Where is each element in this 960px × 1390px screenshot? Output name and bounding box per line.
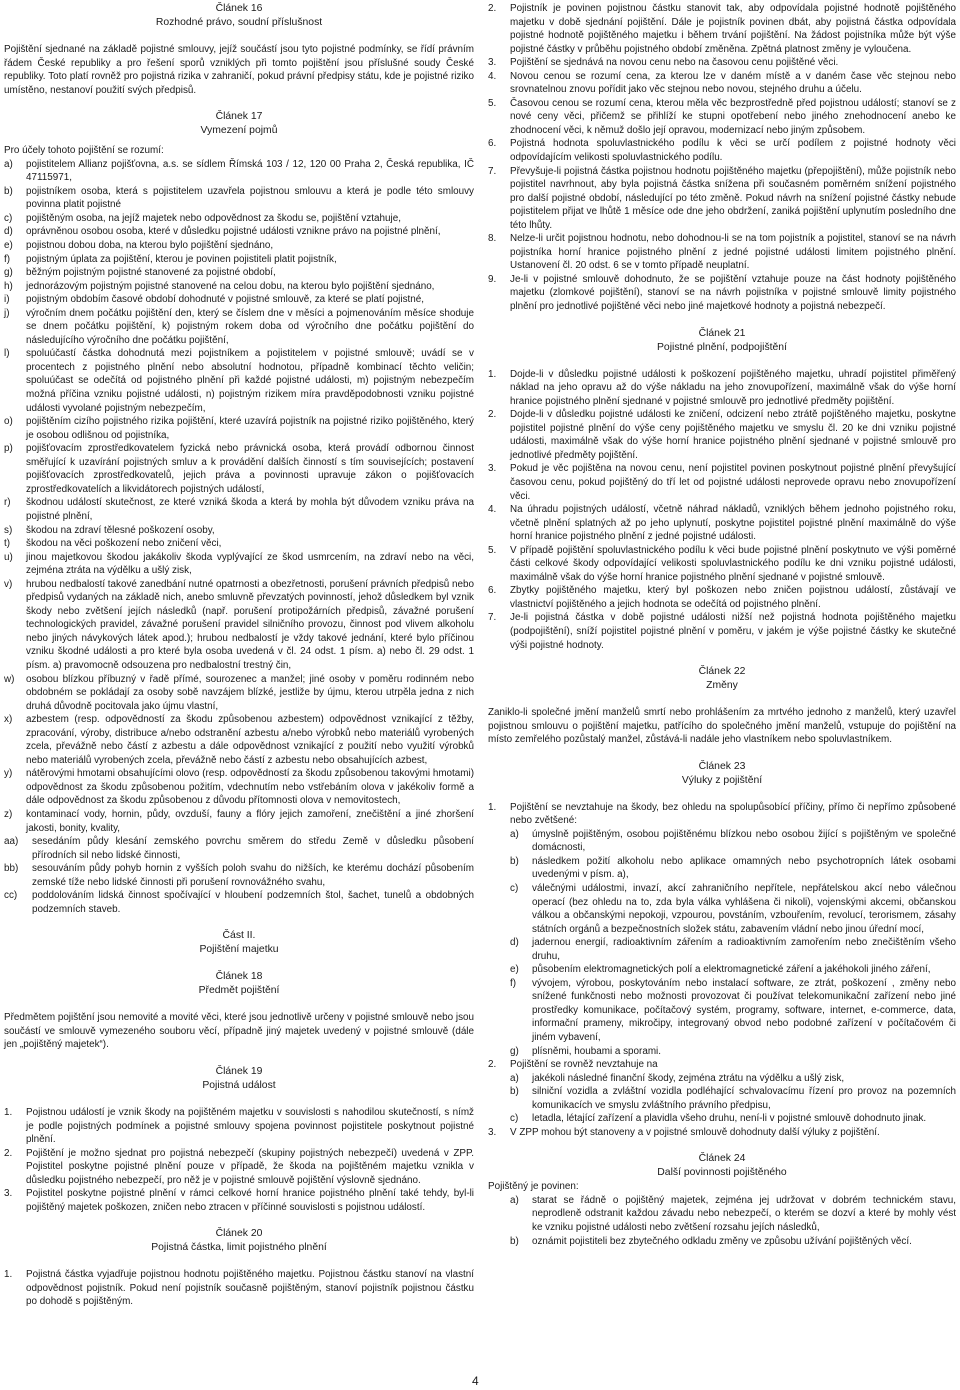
list-item-label: 9. [488, 273, 497, 285]
list-item-label: a) [510, 1072, 519, 1084]
list-item [4, 551, 474, 578]
article-22-heading: Změny [706, 680, 738, 692]
list-item-text: pojištěním cizího pojistného rizika pojištění, které uzavírá pojistník na pojistné riziko pojištěného, který je osobou odlišnou od pojistníka, [26, 416, 474, 441]
article-16-heading: Rozhodné právo, soudní příslušnost [155, 17, 323, 28]
article-19-title: Článek 19 [215, 1066, 263, 1077]
list-item-text: Zbytky pojištěného majetku, který byl poškozen nebo zničen pojistnou událostí, zůstávají ve vlastnictví pojištěného a jejich hodnota se odečítá od pojistného plnění. [510, 585, 956, 610]
list-item-label: a) [4, 158, 13, 170]
list-item [488, 56, 956, 70]
list-item-label: 1. [4, 1107, 13, 1118]
list-item-label: b) [4, 185, 13, 197]
list-item [4, 496, 474, 523]
list-item [510, 1194, 956, 1235]
list-item [510, 936, 956, 963]
list-item-label: 5. [488, 97, 497, 109]
list-item-text: jadernou energií, radioaktivním zářením a radioaktivním zamořením nebo znečištěním všeho druhu, [532, 937, 956, 962]
list-item [4, 1147, 474, 1188]
list-item-text: Pokud je věc pojištěna na novou cenu, není pojistitel povinen poskytnout pojistné plnění převyšující časovou cenu, pokud pojištěný do tří let od pojistné události neprovede opravu nebo znovupořízení věci. [510, 463, 956, 502]
list-item-text: Novou cenou se rozumí cena, za kterou lze v daném místě a v daném čase věc stejnou nebo srovnatelnou znovu pořídit jako věc stejnou nebo novou, stejného druhu a účelu. [510, 70, 956, 96]
list-item-text: škodou na věci poškození nebo zničení věci, [26, 538, 222, 550]
list-item [4, 524, 474, 538]
left-column [4, 2, 474, 1309]
list-item-text: azbestem (resp. odpovědností za škodu způsobenou azbestem) odpovědnost vznikající z těžby, zpracování, výroby, distribuce a/nebo odstranění azbestu a/nebo výrobků nebo materiálů vyrobených zcela, převážně nebo částí z azbestu a dále odpovědnost vznikající z použití nebo využití výrobků nebo materiálů vyrobených zcela, převážně nebo částí z azbestu nebo obsahujících azbest, [26, 714, 474, 766]
list-item-text: poddolováním lidská činnost spočívající v hloubení podzemních štol, šachet, tunelů a obdobných podzemních staveb. [32, 890, 474, 915]
definitions-list [4, 158, 474, 917]
list-item [4, 293, 474, 307]
list-item-label: i) [4, 294, 10, 306]
list-item-text: Na úhradu pojistných událostí, včetně náhrad nákladů, vzniklých během jednoho pojistného roku, včetně plnění splatných až po jeho uplynutí, poskytne pojistitel pojistné plnění maximálně do výše horní hranice pojistného plnění z jedné pojistné události. [510, 504, 956, 543]
list-item-label: s) [4, 524, 13, 536]
list-item-label: 3. [488, 463, 497, 475]
list-item-label: c) [510, 882, 519, 894]
list-item-text: působením elektromagnetických polí a elektromagnetické záření a jakéhokoli jiného záření, [532, 964, 931, 976]
list-item-text: plísněmi, houbami a sporami. [532, 1045, 661, 1057]
list-item-label: l) [4, 348, 10, 360]
list-item [488, 70, 956, 97]
list-item [488, 368, 956, 409]
article-19-heading: Pojistná událost [202, 1080, 276, 1091]
list-item-label: 4. [488, 504, 497, 516]
list-item-text: Převyšuje-li pojistná částka pojistnou hodnotu pojištěného majetku (přepojištění), může pojistník nebo pojistitel navrhnout, aby byla pojistná částka snížena při současném poměrném snížení pojistného pro další pojistné období, následující po této změně. Pokud návrh na snížení pojistné částky nebude pojistitelem přijat ve lhůtě 1 měsíce ode dne jeho obdržení, zaniká pojištění uplynutím posledního dne této lhůty. [510, 165, 956, 231]
list-item-label: g) [510, 1045, 519, 1057]
list-item [4, 1268, 474, 1309]
list-item-label: z) [4, 808, 13, 820]
list-item-text: pojištěným osoba, na jejíž majetek nebo odpovědnost za škodu se, pojištění vztahuje, [26, 212, 401, 224]
list-item [4, 713, 474, 767]
list-item-label: 2. [4, 1147, 13, 1159]
list-item-text: pojistníkem osoba, která s pojistitelem uzavřela pojistnou smlouvu a která je podle této smlouvy povinna platit pojistné [26, 185, 474, 211]
list-item-label: a) [510, 828, 519, 840]
list-item: 1. Pojištění se nevztahuje na škody, bez ohledu na spolupůsobící příčiny, přímo či nepřímo způsobené nebo zvětšené: [488, 801, 956, 827]
list-item [4, 835, 474, 862]
list-item-label: d) [510, 937, 519, 949]
list-item: 2. Pojištění se rovněž nevztahuje na [488, 1059, 658, 1071]
list-item-label: 1. [488, 368, 497, 380]
article-17-title: Článek 17 [215, 111, 263, 123]
list-item-text: Nelze-li určit pojistnou hodnotu, nebo dohodnou-li se na tom pojistník a pojistitel, stanoví se na návrh pojistníka horní hranice pojistného plnění z jedné pojistné události limitem pojistného plnění. Ustanovení čl. 20 odst. 6 se v tomto případě neuplatní. [510, 233, 956, 272]
article-22-text: Zaniklo-li společné jmění manželů smrtí nebo prohlášením za mrtvého jednoho z manželů, který uzavřel pojistnou smlouvu o pojištění majetku, patřícího do společného jmění manželů, vstupuje do pojištění na místo zemřelého pozůstalý manžel, zůstává-li nadále jeho vlastníkem nebo spoluvlastníkem. [488, 707, 956, 746]
list-item-text: letadla, létající zařízení a plavidla všeho druhu, není-li v pojistné smlouvě dohodnuto jinak. [532, 1113, 927, 1125]
list-item-label: x) [4, 714, 13, 726]
list-item-label: 3. [4, 1188, 13, 1200]
list-item-text: válečnými událostmi, invazí, akcí zahraničního nepřítele, nepřátelskou akcí nebo válečnou operací (bez ohledu na to, zda byla válka vyhlášena či nikoli), vojenskými akcemi, občanskou válkou a občanskými nepokoji, vzpourou, povstáním, vzbouřením, revolucí, terorismem, zásahy státních orgánů a bezpečnostních složek státu, zabavením vládní nebo jinou úřední mocí, [532, 882, 956, 935]
list-item [488, 584, 956, 611]
list-item-label: b) [510, 855, 519, 867]
list-item-text: pojistitelem Allianz pojišťovna, a.s. se sídlem Římská 103 / 12, 120 00 Praha 2, Česká republika, IČ 47115971, [26, 158, 474, 184]
part-2-title: Část II. [222, 930, 256, 942]
list-item-label: 3. [488, 57, 497, 69]
list-item-text: Je-li v pojistné smlouvě dohodnuto, že se pojištění vztahuje pouze na část hodnoty pojištěného majetku (zlomkové pojištění), stanoví se na návrh pojistníka v pojistné smlouvě limity pojistného plnění pro jednotlivé pojištěné věci nebo jiné majetkové hodnoty a pojistná nebezpečí. [510, 273, 956, 313]
list-item-label: r) [4, 497, 11, 509]
list-item [488, 611, 956, 652]
list-item-text: osobou blízkou příbuzný v řadě přímé, sourozenec a manžel; jiné osoby v poměru rodinném nebo obdobném se pokládají za osoby sobě navzájem blízké, jestliže by újmu, kterou utrpěla jedna z nich druhá důvodně pocitovala jako újmu vlastní, [26, 673, 474, 712]
list-item [488, 97, 956, 138]
article-16-title: Článek 16 [215, 3, 263, 14]
list-item [510, 882, 956, 936]
list-item-text: úmyslně pojištěným, osobou pojištěnému blízkou nebo osobou žijící s pojištěným ve společné domácnosti, [532, 828, 956, 854]
list-item-text: Časovou cenou se rozumí cena, kterou měla věc bezprostředně před pojistnou událostí; stanoví se z nové ceny věci, přičemž se přihlíží ke stupni opotřebení nebo jiného znehodnocení anebo ke zhodnocení věci, k němuž došlo její opravou, modernizací nebo jiným způsobem. [510, 97, 956, 136]
list-item-label: h) [4, 280, 13, 292]
list-item [4, 415, 474, 442]
list-item-label: c) [4, 212, 13, 224]
list-item [510, 977, 956, 1045]
article-23-title: Článek 23 [698, 760, 746, 772]
list-item-text: Dojde-li v důsledku pojistné události k poškození pojištěného majetku, uhradí pojistitel přiměřený náklad na jeho opravu až do výše nákladu na jeho znovupořízení, maximálně však do výše horní hranice pojistného plnění sjednané v pojistné smlouvě pro jednotlivé předměty pojištění. [510, 368, 956, 407]
part-2-heading: Pojištění majetku [199, 944, 279, 956]
list-item [4, 158, 474, 185]
list-item-label: t) [4, 538, 11, 550]
article-18-text: Předmětem pojištění jsou nemovité a movité věci, které jsou jednotlivě určeny v pojistné smlouvě nebo jsou součástí ve smlouvě vymezeného souboru věcí, případně jiný majetek uvedený v pojistné smlouvě (dále jen „pojištěný majetek“). [4, 1012, 474, 1051]
article-21-heading: Pojistné plnění, podpojištění [657, 341, 787, 353]
list-item-text: sesouváním půdy pohyb hornin z vyšších poloh svahu do nižších, ke kterému dochází působením zemské tíže nebo lidské činnosti při porušení rovnovážného svahu, [32, 863, 474, 888]
article-23-sublist-1 [488, 828, 956, 1058]
list-item-label: o) [4, 416, 13, 428]
article-16-text: Pojištění sjednané na základě pojistné smlouvy, jejíž součástí jsou tyto pojistné podmínky, se řídí právním řádem České republiky a pro řešení sporů vzniklých při tomto pojištění jsou příslušné soudy České republiky. Toto platí rovněž pro pojistná rizika v zahraničí, pokud právní předpisy státu, kde je pojistné riziko umístěno, nestanoví použití svých předpisů. [4, 44, 474, 96]
article-20-continued-list [488, 2, 956, 314]
list-item-label: 5. [488, 544, 497, 556]
list-item-label: e) [4, 240, 13, 252]
list-item-label: 2. [488, 409, 497, 421]
list-item [488, 462, 956, 503]
list-item [488, 408, 956, 462]
list-item [4, 767, 474, 808]
list-item-text: oznámit pojistiteli bez zbytečného odkladu změny ve způsobu užívání pojištěných věcí. [532, 1235, 912, 1247]
list-item [488, 544, 956, 585]
list-item-label: cc) [4, 890, 18, 902]
list-item-label: g) [4, 267, 13, 279]
list-item-label: f) [4, 253, 11, 265]
list-item [4, 1187, 474, 1214]
list-item-text: Pojistná hodnota spoluvlastnického podílu k věci se určí podílem z pojistné hodnoty věci odpovídajícím velikosti spoluvlastnického podílu. [510, 138, 956, 164]
list-item-text: kontaminací vody, hornin, půdy, ovzduší, fauny a flóry jejich zamoření, znečištění a jiné zhoršení jakosti, bonity, kvality, [26, 808, 474, 834]
article-23-sublist-2 [488, 1072, 956, 1126]
article-17-heading: Vymezení pojmů [200, 125, 278, 137]
list-item-text: jednorázovým pojistným pojistné stanovené na celou dobu, na kterou bylo pojištění sjednáno, [26, 280, 435, 292]
article-21-title: Článek 21 [698, 327, 746, 339]
list-item-text: jinou majetkovou škodou jakákoliv škoda vyplývající ze škod usmrcením, na zdraví nebo na věci, zejména ztráta na výdělku a ušlý zisk, [26, 551, 474, 577]
list-item-text: škodnou událostí skutečnost, ze které vzniká škoda a která by mohla být důvodem vzniku práva na pojistné plnění, [26, 497, 474, 522]
list-item-text: starat se řádně o pojištěný majetek, zejména jej udržovat v dobrém technickém stavu, neprodleně odstranit každou závadu nebo nebezpečí, o kterém se dozví a které by mohly vést ke vzniku pojistné události nebo zvětšení rozsahu jejích následků, [532, 1194, 956, 1234]
list-item [4, 185, 474, 212]
list-item-label: 7. [488, 165, 497, 177]
list-item-text: oprávněnou osobou osoba, které v důsledku pojistné události vznikne právo na pojistné plnění, [26, 226, 441, 238]
list-item [4, 347, 474, 415]
list-item [488, 273, 956, 314]
list-item-text: hrubou nedbalostí takové zanedbání nutné opatrnosti a obezřetnosti, porušení právních předpisů nebo předpisů vydaných na základě nich, anebo smluvně převzatých povinností, jehož důsledkem byl vznik škody nebo zvětšení jejích následků (např. porušení protipožárních předpisů, závažné porušení technologických pravidel, závažné porušení pravidel silničního provozu, činnost pod vlivem alkoholu nebo jiných návykových látek apod.); hrubou nedbalostí je vždy takové jednání, které bylo příčinou vzniku škodné události a pro které byla osoba uvedená v čl. 24 odst. 1 písm. a) nebo čl. 29 odst. 1 písm. a) pravomocně odsouzena pro nedbalostní trestný čin, [26, 578, 474, 671]
list-item-label: 1. [4, 1269, 13, 1281]
list-item-label: e) [510, 964, 519, 976]
list-item: 3. V ZPP mohou být stanoveny a v pojistné smlouvě dohodnuty další výluky z pojištění. [488, 1126, 880, 1138]
article-21-list [488, 368, 956, 652]
list-item-text: škodou na zdraví tělesné poškození osoby, [26, 524, 215, 536]
list-item-text: Pojistitel poskytne pojistné plnění v rámci celkové horní hranice pojistného plnění také tehdy, byl-li pojištěný majetek poškozen, zničen nebo ztracen v příčinné souvislosti s pojistnou událostí. [26, 1188, 474, 1213]
article-18-heading: Předmět pojištění [198, 985, 280, 997]
article-24-sublist [488, 1194, 956, 1248]
list-item-text: pojistnou dobou doba, na kterou bylo pojištění sjednáno, [26, 240, 274, 252]
list-item-text: pojišťovacím zprostředkovatelem fyzická nebo právnická osoba, která provádí odbornou činnost směřující k uzavírání pojistných smluv a k provádění dalších činností s tím souvisejících; postavení pojišťovacích zprostředkovatelů, jejich práva a povinnosti upravuje zákon o pojišťovacích zprostředkovatelích a likvidátorech pojistných událostí, [26, 443, 474, 495]
list-item [4, 280, 474, 294]
list-item [4, 239, 474, 253]
list-item-text: spoluúčastí částka dohodnutá mezi pojistníkem a pojistitelem v pojistné smlouvě; uvádí se v procentech z pojistného plnění nebo absolutní hodnotou, případně kombinací těchto veličin; spoluúčast se odečítá od pojistného plnění při každé pojistné události, m) pojistným nebezpečím možná příčina vzniku pojistné události, n) pojistným rizikem míra pravděpodobnosti vzniku pojistné události vyvolané pojistným nebezpečím, [26, 348, 474, 414]
article-20-heading: Pojistná částka, limit pojistného plnění [151, 1242, 327, 1254]
list-item-text: pojistným úplata za pojištění, kterou je povinen pojistiteli platit pojistník, [26, 253, 337, 265]
list-item-label: 2. [488, 3, 497, 14]
page-number: 4 [472, 1374, 479, 1388]
list-item [488, 232, 956, 273]
list-item-text: Dojde-li v důsledku pojistné události ke zničení, odcizení nebo ztrátě pojištěného majetku, poskytne pojistitel pojistné plnění do výše ceny pojištěného majetku ve smyslu čl. 20 ke dni vzniku pojistné události, maximálně však do výše horní hranice pojistného plnění sjednané v pojistné smlouvě pro jednotlivé předměty pojištění. [510, 409, 956, 461]
list-item-text: pojistným obdobím časové období dohodnuté v pojistné smlouvě, za které se platí pojistné, [26, 294, 424, 306]
list-item [488, 137, 956, 164]
list-item-label: c) [510, 1113, 519, 1125]
list-item-text: Je-li pojistná částka v době pojistné události nižší než pojistná hodnota pojištěného majetku (podpojištění), sníží pojistitel pojistné plnění v poměru, v jakém je výše pojistné částky ke skutečné výši pojistné hodnoty. [510, 612, 956, 651]
list-item [4, 889, 474, 916]
list-item-label: a) [510, 1194, 519, 1206]
list-item [4, 225, 474, 239]
article-24-intro: Pojištěný je povinen: [488, 1181, 579, 1193]
list-item [4, 253, 474, 267]
list-item-text: Pojistná částka vyjadřuje pojistnou hodnotu pojištěného majetku. Pojistnou částku stanoví na vlastní odpovědnost pojistník. Pokud není pojistník současně pojištěným, stanoví pojistník pojistnou částku po dohodě s pojištěným. [26, 1269, 474, 1308]
list-item [510, 1112, 956, 1126]
article-20-list [4, 1268, 474, 1309]
list-item-label: aa) [4, 836, 19, 848]
list-item-label: 6. [488, 138, 497, 150]
list-item [4, 578, 474, 673]
list-item [510, 855, 956, 882]
list-item-label: f) [510, 977, 517, 989]
list-item-text: nátěrovými hmotami obsahujícími olovo (resp. odpovědností za škodu způsobenou takovými hmotami) odpovědnost za škodu způsobenou požitím, vdechnutím nebo vstřebáním olova v jakékoliv formě a dále odpovědnost za škodu způsobenou z důvodu přítomnosti olova v nemovitostech, [26, 768, 474, 807]
article-24-title: Článek 24 [698, 1153, 746, 1165]
article-22-title: Článek 22 [698, 666, 746, 678]
list-item [510, 1085, 956, 1112]
list-item-label: 8. [488, 233, 497, 245]
list-item-text: Pojištění se sjednává na novou cenu nebo na časovou cenu pojištěné věci. [510, 57, 839, 69]
list-item-label: v) [4, 578, 13, 590]
list-item-text: Pojistník je povinen pojistnou částku stanovit tak, aby odpovídala pojistné hodnotě pojištěného majetku v době sjednání pojištění. Dále je pojistník povinen dbát, aby pojistná částka odpovídala pojistné hodnotě pojištěného majetku i během trvání pojištění. Na žádost pojistníka může být výše pojistné částky v průběhu pojistného období změněna. Zpětná platnost změny je vyloučena. [510, 3, 956, 55]
list-item [4, 808, 474, 835]
list-item-text: následkem požití alkoholu nebo aplikace omamných nebo psychotropních látek osobami uvedenými v písm. a), [532, 855, 956, 881]
article-23-heading: Výluky z pojištění [681, 774, 763, 786]
list-item [4, 1106, 474, 1147]
list-item-label: b) [510, 1235, 519, 1247]
list-item-label: p) [4, 443, 13, 455]
list-item-text: Pojištění je možno sjednat pro pojistná nebezpečí (skupiny pojistných nebezpečí) uvedená v ZPP. Pojistitel poskytne pojistné plnění pouze v případě, že škoda na pojištěném majetku vznikla v důsledku pojistného nebezpečí, pro něž je v pojistné smlouvě pojištění výslovně sjednáno. [26, 1147, 474, 1186]
list-item-label: b) [510, 1086, 519, 1098]
list-item [4, 673, 474, 714]
list-item [488, 503, 956, 544]
list-item-text: V případě pojištění spoluvlastnického podílu k věci bude pojistné plnění poskytnuto ve výši poměrné části celkové škody odpovídající velikosti spoluvlastnického podílu ke dni vzniku pojistné události, maximálně však do výše horní hranice pojistného plnění sjednané v pojistné smlouvě. [510, 544, 956, 583]
list-item [4, 212, 474, 226]
list-item [4, 862, 474, 889]
list-item-label: 7. [488, 612, 497, 624]
article-24-heading: Další povinnosti pojištěného [657, 1167, 787, 1179]
list-item [510, 1235, 956, 1249]
right-column [488, 2, 956, 1248]
list-item [510, 1072, 956, 1086]
list-item-text: silniční vozidla a zvláštní vozidla podléhající schvalovacímu řízení pro provoz na pozemních komunikacích ve smyslu zvláštního právního předpisu, [532, 1086, 956, 1111]
article-19-list [4, 1106, 474, 1214]
list-item-label: bb) [4, 863, 19, 875]
list-item-label: j) [4, 307, 10, 319]
list-item-text: Pojistnou událostí je vznik škody na pojištěném majetku v souvislosti s nahodilou skutečností, s nímž je podle pojistných podmínek a pojistné smlouvy spojena povinnost pojistitele poskytnout pojistné plnění. [26, 1107, 474, 1146]
article-17-intro: Pro účely tohoto pojištění se rozumí: [4, 145, 164, 157]
list-item [510, 828, 956, 855]
list-item [4, 266, 474, 280]
list-item-text: běžným pojistným pojistné stanovené za pojistné období, [26, 267, 276, 279]
list-item-label: w) [4, 673, 15, 685]
list-item [4, 307, 474, 348]
list-item-text: výročním dnem počátku pojištění den, který se číslem dne v měsíci a pojmenováním měsíce shoduje se dnem počátku pojištění, k) pojistným rokem doba od výročního dne počátku pojištění do následujícího výročního dne počátku pojištění, [26, 307, 474, 346]
list-item-label: 4. [488, 70, 497, 82]
list-item-text: jakékoli následné finanční škody, zejména ztrátu na výdělku a ušlý zisk, [532, 1072, 845, 1084]
list-item [510, 1045, 956, 1059]
list-item-text: vývojem, výrobou, poskytováním nebo instalací software, ze ztrát, poškození , změny nebo snížené funkčnosti nebo možnosti provozovat či používat telekomunikační zařízení nebo jiné prostředky komunikace, počítačový systém, programy, software, internet, e-commerce, data, informační prameny, mikročipy, integrovaný obvod nebo podobné zařízení v počítačovém či jiném vybavení, [532, 977, 956, 1043]
list-item [488, 165, 956, 233]
list-item [4, 442, 474, 496]
list-item [4, 537, 474, 551]
article-20-title: Článek 20 [215, 1228, 263, 1240]
list-item-label: y) [4, 768, 13, 780]
list-item-label: d) [4, 226, 13, 238]
list-item-label: u) [4, 551, 13, 563]
list-item-label: 6. [488, 585, 497, 597]
article-18-title: Článek 18 [215, 971, 263, 983]
list-item [488, 2, 956, 56]
list-item [510, 963, 956, 977]
list-item-text: sesedáním půdy klesání zemského povrchu směrem do středu Země v důsledku působení přírodních sil nebo lidské činnosti, [32, 836, 474, 861]
